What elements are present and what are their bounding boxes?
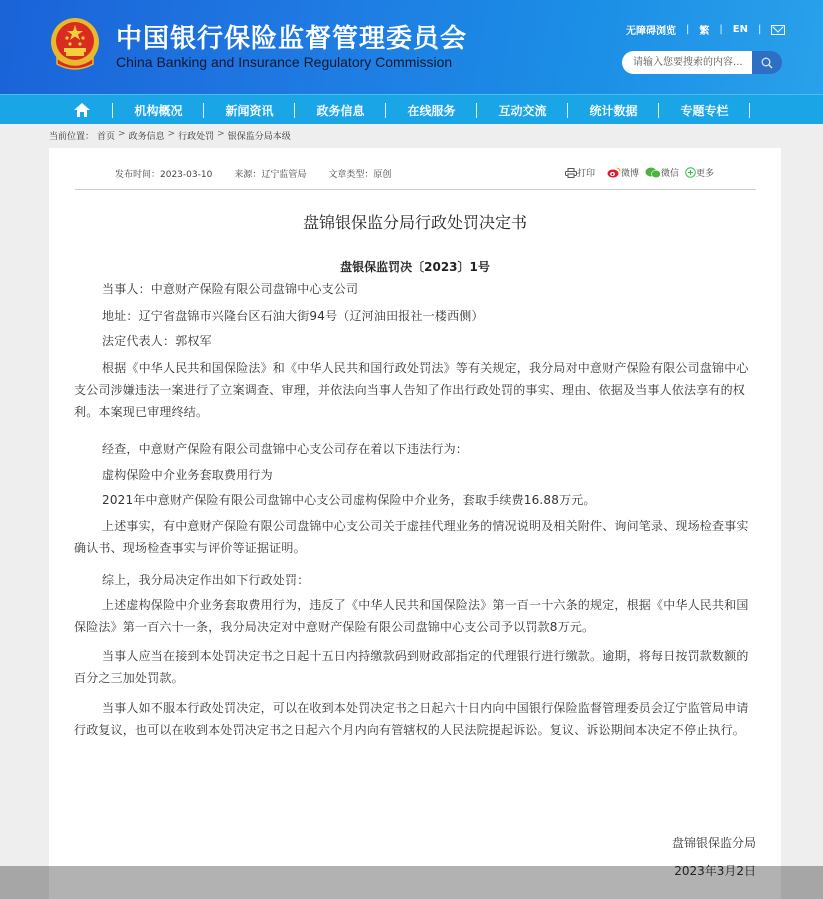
weibo-icon <box>607 167 621 178</box>
breadcrumb-government-info[interactable]: 政务信息 <box>128 132 165 142</box>
breadcrumb-separator: > <box>217 129 225 139</box>
breadcrumb-separator: > <box>167 129 176 139</box>
document-number: 盘银保监罚决〔2023〕1号 <box>340 260 490 274</box>
penalty-paragraph: 上述虚构保险中介业务套取费用行为，违反了《中华人民共和国保险法》第一百一十六条的规定，根据《中华人民共和国保险法》第一百六十一条，我分局决定对中意财产保险有限公司盘锦中心支公司予以罚款8万元。 <box>74 598 749 634</box>
share-bar <box>565 166 720 179</box>
printer-icon <box>565 168 577 178</box>
nav-item-news[interactable]: 新闻资讯 <box>204 95 295 125</box>
payment-paragraph: 当事人应当在接到本处罚决定书之日起十五日内持缴款码到财政部指定的代理银行进行缴款。逾期，将每日按罚款数额的百分之三加处罚款。 <box>74 649 749 685</box>
traditional-chinese-link[interactable]: 繁 <box>699 26 710 37</box>
article-container <box>49 148 781 899</box>
search-button[interactable] <box>752 51 782 74</box>
accessibility-link[interactable]: 无障碍浏览 <box>626 26 676 37</box>
legal-representative-paragraph: 法定代表人：郭权军 <box>102 334 212 348</box>
nav-item-special-topics[interactable]: 专题专栏 <box>659 95 750 125</box>
more-label: 更多 <box>696 169 715 179</box>
breadcrumb-branch[interactable]: 银保监分局本级 <box>227 132 291 142</box>
more-share-button[interactable] <box>685 166 714 179</box>
nav-home[interactable] <box>50 95 113 125</box>
violation-detail-paragraph: 2021年中意财产保险有限公司盘锦中心支公司虚构保险中介业务，套取手续费16.88万元。 <box>102 493 596 507</box>
divider: | <box>719 24 723 35</box>
national-emblem-icon <box>49 16 101 72</box>
nav-item-statistics[interactable]: 统计数据 <box>568 95 659 125</box>
home-icon <box>74 103 90 117</box>
search-icon <box>761 57 773 69</box>
english-link[interactable]: EN <box>732 24 748 35</box>
search-input[interactable] <box>622 51 752 74</box>
address-paragraph: 地址：辽宁省盘锦市兴隆台区石油大街94号（辽河油田报社一楼西侧） <box>102 309 484 323</box>
meta-divider <box>75 189 756 190</box>
print-label: 打印 <box>577 169 596 179</box>
weibo-share-button[interactable] <box>607 166 639 179</box>
nav-item-online-services[interactable]: 在线服务 <box>386 95 477 125</box>
breadcrumb-prefix: 当前位置： <box>49 132 95 142</box>
main-nav <box>0 94 823 124</box>
evidence-paragraph: 上述事实，有中意财产保险有限公司盘锦中心支公司关于虚挂代理业务的情况说明及相关附件、询问笔录、现场检查事实确认书、现场检查事实与评价等证据证明。 <box>74 519 749 555</box>
breadcrumb <box>49 129 291 142</box>
bottom-overlay <box>0 866 823 899</box>
signature: 盘锦银保监分局 <box>671 836 756 850</box>
wechat-share-button[interactable] <box>645 166 679 179</box>
party-paragraph: 当事人：中意财产保险有限公司盘锦中心支公司 <box>102 282 359 296</box>
divider: | <box>757 24 762 35</box>
mail-icon[interactable] <box>771 25 785 35</box>
breadcrumb-separator: > <box>118 129 126 139</box>
basis-paragraph: 根据《中华人民共和国保险法》和《中华人民共和国行政处罚法》等有关规定，我分局对中意财产保险有限公司盘锦中心支公司涉嫌违法一案进行了立案调查、审理，并依法向当事人告知了作出行政处罚的事实、理由、依据及当事人依法享有的权利。本案现已审理终结。 <box>74 361 749 419</box>
wechat-icon <box>645 167 661 178</box>
divider: | <box>686 24 690 35</box>
weibo-label: 微博 <box>621 169 640 179</box>
site-title-cn[interactable]: 中国银行保险监督管理委员会 <box>116 24 468 54</box>
print-button[interactable] <box>565 166 595 179</box>
nav-item-interaction[interactable]: 互动交流 <box>477 95 568 125</box>
breadcrumb-home[interactable]: 首页 <box>97 132 116 142</box>
wechat-label: 微信 <box>661 169 680 179</box>
site-header <box>0 0 823 94</box>
publish-time: 发布时间：2023-03-10 <box>115 170 213 180</box>
findings-intro-paragraph: 经查，中意财产保险有限公司盘锦中心支公司存在着以下违法行为： <box>102 442 469 456</box>
document-title: 盘锦银保监分局行政处罚决定书 <box>302 213 527 232</box>
decision-date: 2023年3月2日 <box>674 864 756 878</box>
site-title-en: China Banking and Insurance Regulatory Commission <box>116 54 453 70</box>
nav-item-government-info[interactable]: 政务信息 <box>295 95 386 125</box>
nav-item-about[interactable]: 机构概况 <box>113 95 204 125</box>
article-source: 来源：辽宁监管局 <box>234 170 307 180</box>
plus-circle-icon <box>685 167 696 178</box>
search-box <box>622 51 782 74</box>
decision-intro-paragraph: 综上，我分局决定作出如下行政处罚： <box>102 573 310 587</box>
article-type: 文章类型：原创 <box>328 170 392 180</box>
breadcrumb-penalties[interactable]: 行政处罚 <box>178 132 215 142</box>
appeal-paragraph: 当事人如不服本行政处罚决定，可以在收到本处罚决定书之日起六十日内向中国银行保险监督管理委员会辽宁监管局申请行政复议，也可以在收到本处罚决定书之日起六个月内向有管辖权的人民法院提起诉讼。复议、诉讼期间本决定不停止执行。 <box>74 701 749 737</box>
article-meta <box>115 167 413 180</box>
violation-heading-paragraph: 虚构保险中介业务套取费用行为 <box>102 468 273 482</box>
top-links <box>626 22 785 37</box>
